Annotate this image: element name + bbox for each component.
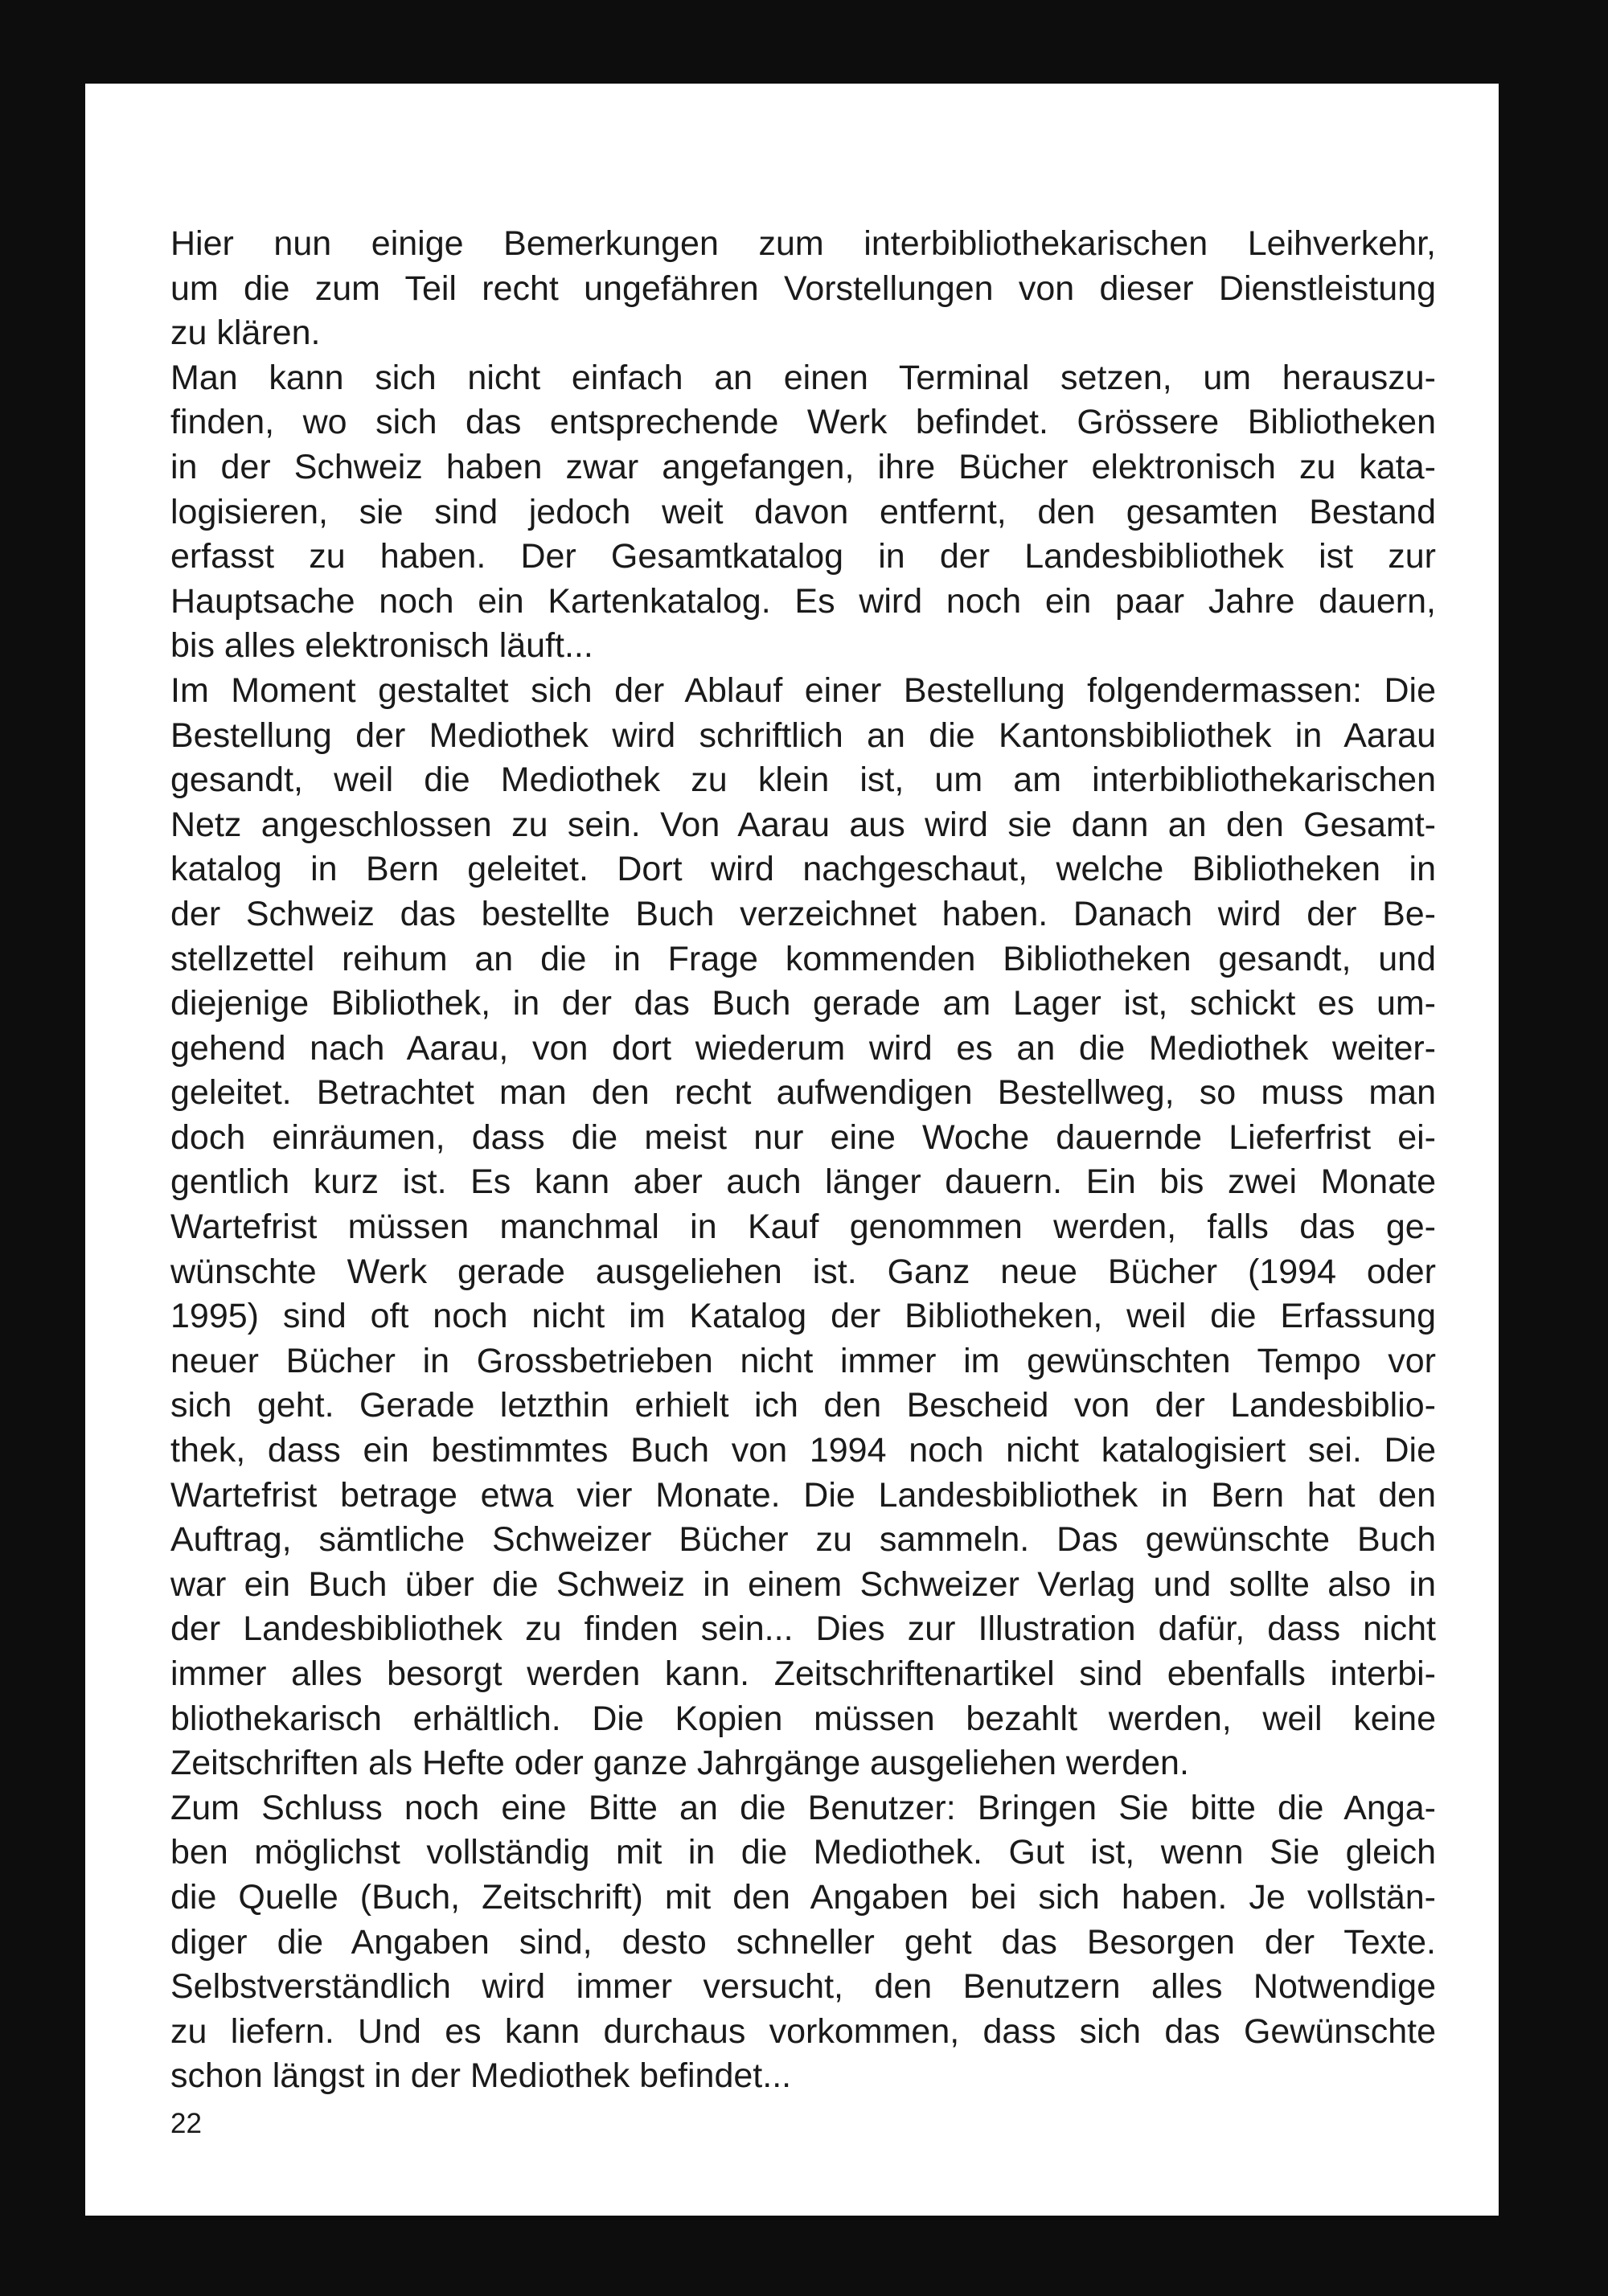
text-line: die Quelle (Buch, Zeitschrift) mit den Angaben bei sich haben. Je vollstän- — [170, 1877, 1436, 1917]
text-line: Wartefrist müssen manchmal in Kauf genommen werden, falls das ge- — [170, 1207, 1436, 1247]
text-line: in der Schweiz haben zwar angefangen, ihre Bücher elektronisch zu kata- — [170, 447, 1436, 486]
text-line: diejenige Bibliothek, in der das Buch gerade am Lager ist, schickt es um- — [170, 984, 1436, 1023]
text-line: Zum Schluss noch eine Bitte an die Benutzer: Bringen Sie bitte die Anga- — [170, 1788, 1436, 1827]
text-line: thek, dass ein bestimmtes Buch von 1994 noch nicht katalogisiert sei. Die — [170, 1431, 1436, 1470]
text-line: immer alles besorgt werden kann. Zeitschriftenartikel sind ebenfalls interbi- — [170, 1654, 1436, 1693]
text-line: zu liefern. Und es kann durchaus vorkommen, dass sich das Gewünschte — [170, 2011, 1436, 2051]
text-line: Wartefrist betrage etwa vier Monate. Die Landesbibliothek in Bern hat den — [170, 1475, 1436, 1515]
text-line: der Schweiz das bestellte Buch verzeichnet haben. Danach wird der Be- — [170, 894, 1436, 933]
paragraph — [170, 669, 1436, 1786]
text-line: war ein Buch über die Schweiz in einem Schweizer Verlag und sollte also in — [170, 1564, 1436, 1604]
text-line: schon längst in der Mediothek befindet... — [170, 2056, 792, 2096]
text-line: finden, wo sich das entsprechende Werk befindet. Grössere Bibliotheken — [170, 403, 1436, 442]
text-line: gesandt, weil die Mediothek zu klein ist, um am interbibliothekarischen — [170, 761, 1436, 800]
text-line: logisieren, sie sind jedoch weit davon entfernt, den gesamten Bestand — [170, 492, 1436, 531]
text-line: bliothekarisch erhältlich. Die Kopien müssen bezahlt werden, weil keine — [170, 1699, 1436, 1738]
text-line: geleitet. Betrachtet man den recht aufwendigen Bestellweg, so muss man — [170, 1073, 1436, 1113]
page-number: 22 — [170, 2108, 202, 2139]
text-line: gentlich kurz ist. Es kann aber auch länger dauern. Ein bis zwei Monate — [170, 1162, 1436, 1202]
text-line: Hauptsache noch ein Kartenkatalog. Es wird noch ein paar Jahre dauern, — [170, 581, 1436, 621]
text-line: zu klären. — [170, 314, 321, 353]
text-line: diger die Angaben sind, desto schneller geht das Besorgen der Texte. — [170, 1922, 1436, 1962]
text-line: gehend nach Aarau, von dort wiederum wird es an die Mediothek weiter- — [170, 1028, 1436, 1068]
text-line: Bestellung der Mediothek wird schriftlich an die Kantonsbibliothek in Aarau — [170, 715, 1436, 755]
text-line: 1995) sind oft noch nicht im Katalog der Bibliotheken, weil die Erfassung — [170, 1297, 1436, 1336]
text-line: Auftrag, sämtliche Schweizer Bücher zu sammeln. Das gewünschte Buch — [170, 1520, 1436, 1560]
text-line: sich geht. Gerade letzthin erhielt ich den Bescheid von der Landesbiblio- — [170, 1386, 1436, 1425]
paragraph — [170, 1786, 1436, 2099]
text-line: ben möglichst vollständig mit in die Mediothek. Gut ist, wenn Sie gleich — [170, 1833, 1436, 1872]
text-line: Selbstverständlich wird immer versucht, den Benutzern alles Notwendige — [170, 1967, 1436, 2007]
text-line: Netz angeschlossen zu sein. Von Aarau aus wird sie dann an den Gesamt- — [170, 805, 1436, 844]
text-line: katalog in Bern geleitet. Dort wird nachgeschaut, welche Bibliotheken in — [170, 850, 1436, 889]
paragraph — [170, 356, 1436, 669]
text-line: der Landesbibliothek zu finden sein... Dies zur Illustration dafür, dass nicht — [170, 1609, 1436, 1649]
text-line: neuer Bücher in Grossbetrieben nicht immer im gewünschten Tempo vor — [170, 1341, 1436, 1380]
body-text — [170, 222, 1436, 2099]
text-line: stellzettel reihum an die in Frage kommenden Bibliotheken gesandt, und — [170, 939, 1436, 978]
text-line: Man kann sich nicht einfach an einen Terminal setzen, um herauszu- — [170, 358, 1436, 397]
text-line: bis alles elektronisch läuft... — [170, 626, 593, 666]
text-line: wünschte Werk gerade ausgeliehen ist. Ganz neue Bücher (1994 oder — [170, 1252, 1436, 1291]
text-line: Hier nun einige Bemerkungen zum interbibliothekarischen Leihverkehr, — [170, 224, 1436, 263]
text-line: doch einräumen, dass die meist nur eine Woche dauernde Lieferfrist ei- — [170, 1117, 1436, 1157]
text-line: um die zum Teil recht ungefähren Vorstellungen von dieser Dienstleistung — [170, 269, 1436, 308]
paragraph — [170, 222, 1436, 356]
text-line: Im Moment gestaltet sich der Ablauf einer Bestellung folgendermassen: Die — [170, 670, 1436, 710]
text-line: erfasst zu haben. Der Gesamtkatalog in der Landesbibliothek ist zur — [170, 537, 1436, 576]
text-line: Zeitschriften als Hefte oder ganze Jahrgänge ausgeliehen werden. — [170, 1744, 1189, 1783]
